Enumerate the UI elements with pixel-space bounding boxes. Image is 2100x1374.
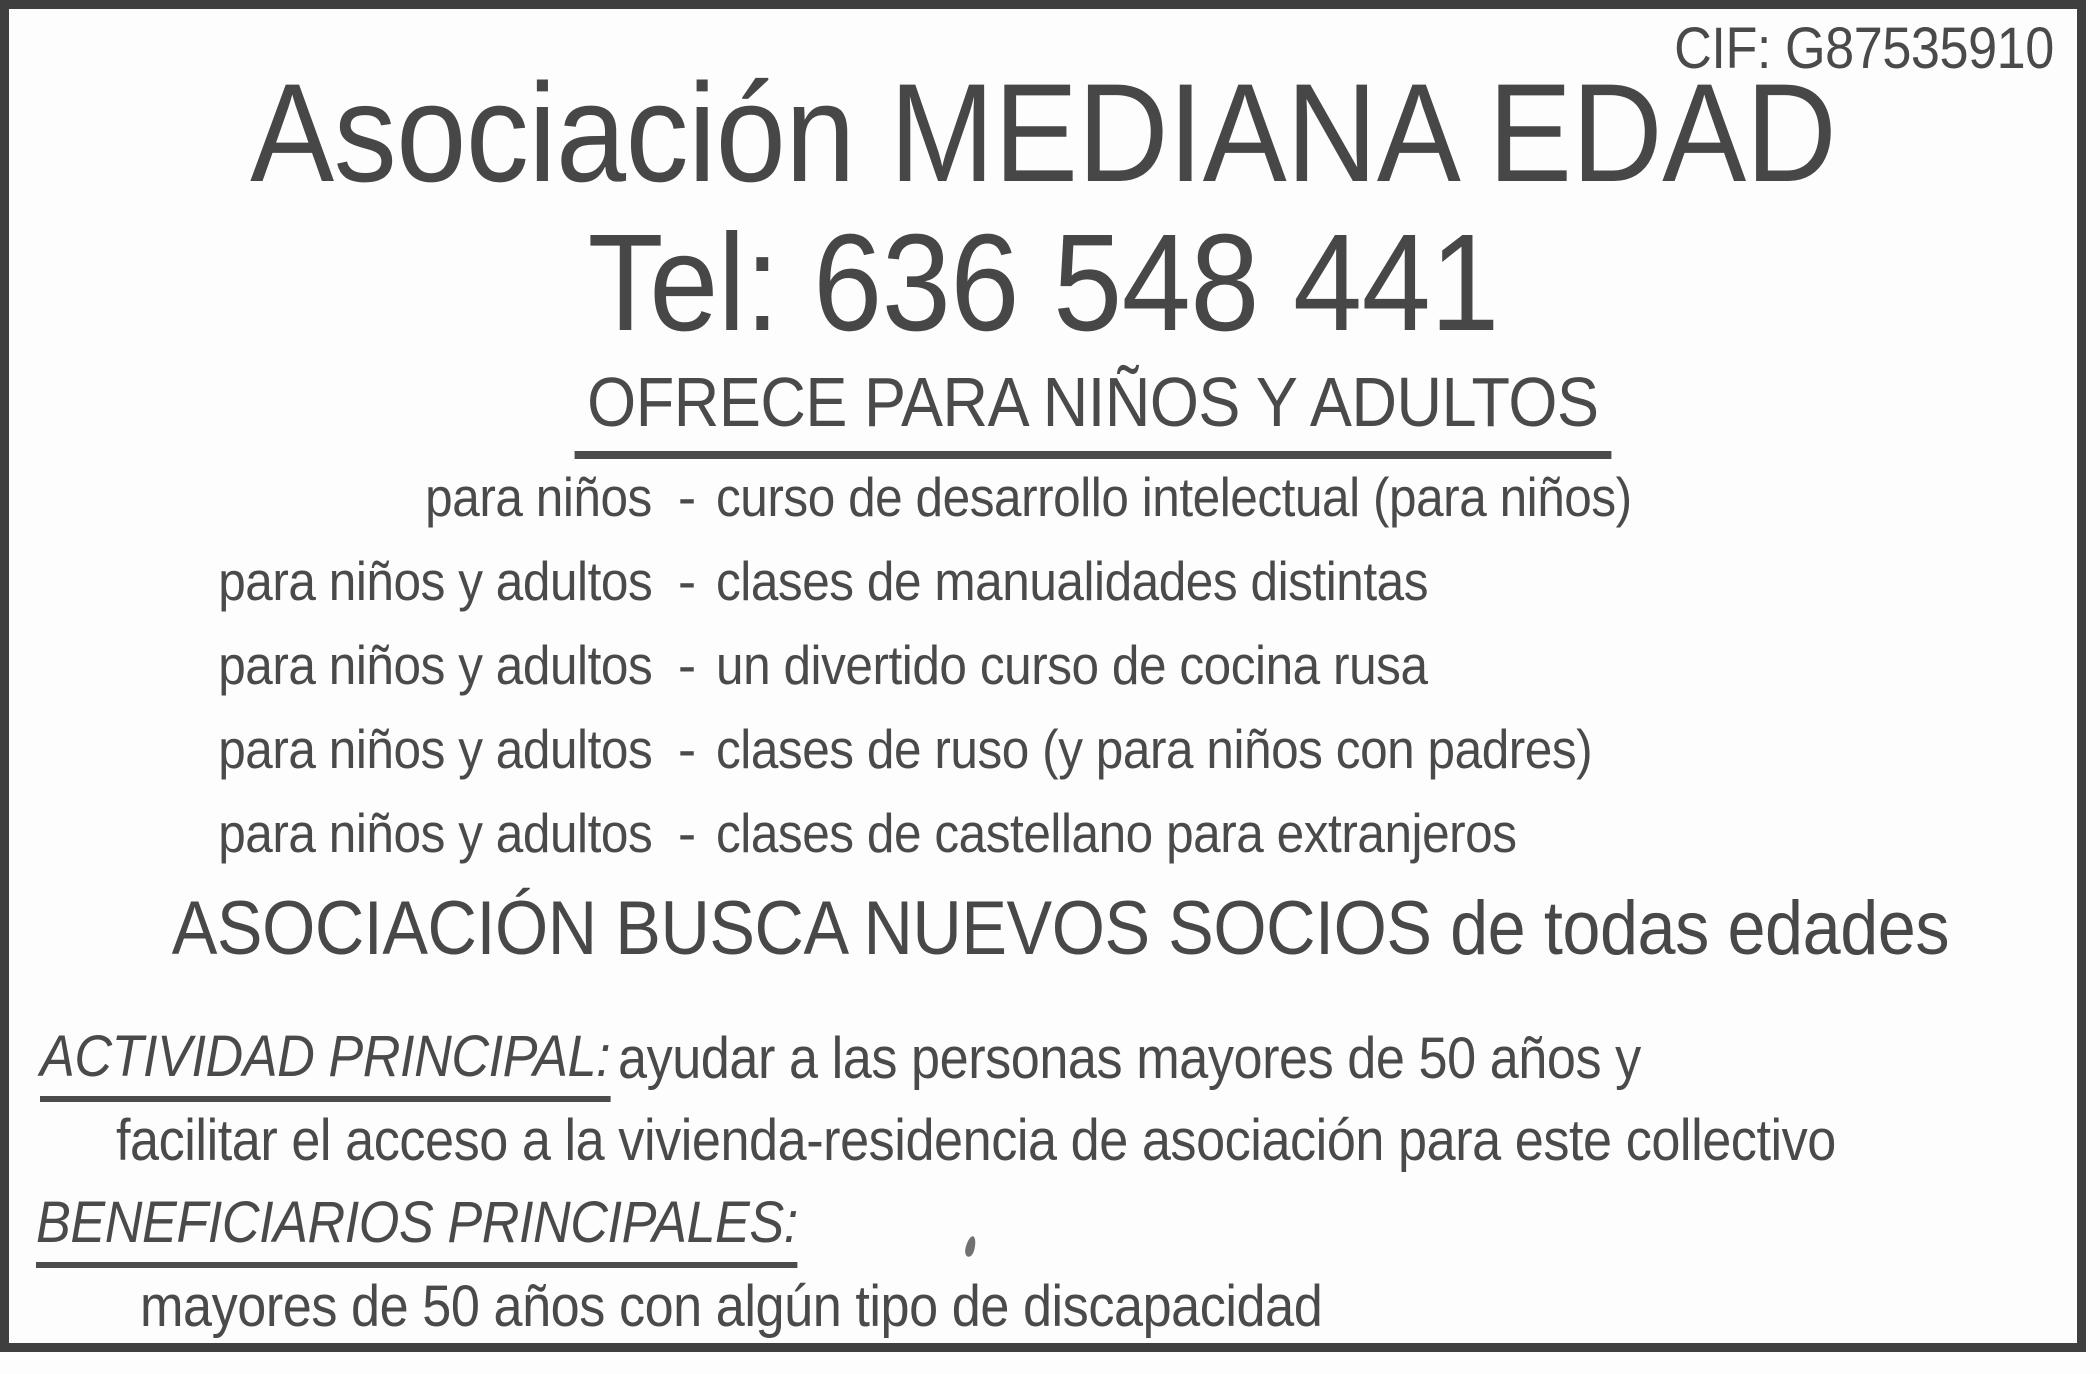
beneficiaries-text-line: mayores de 50 años con algún tipo de discapacidad [140,1274,1323,1339]
beneficiaries-label [36,1188,882,1268]
offers-heading [50,362,2100,459]
offer-separator: - [677,550,697,612]
offer-row [0,547,2100,619]
offer-description [716,799,1606,868]
offer-audience-text: para niños y adultos [217,718,652,780]
offers-heading-text: OFRECE PARA NIÑOS Y ADULTOS [575,362,1612,459]
offer-description-text: clases de castellano para extranjeros [716,802,1517,864]
offer-audience [0,715,652,784]
offer-audience [0,547,652,616]
beneficiaries-text [140,1272,1454,1342]
offer-description [716,715,1690,784]
main-activity-line2 [116,1106,2027,1176]
membership-call-line [0,884,2100,974]
offer-audience-text: para niños y adultos [217,550,652,612]
offer-description-text: clases de ruso (y para niños con padres) [716,718,1593,780]
membership-call-text: ASOCIACIÓN BUSCA NUEVOS SOCIOS de todas edades [171,886,1949,971]
offer-description-text: un divertido curso de cocina rusa [716,634,1428,696]
offer-audience [0,631,652,700]
offer-separator: - [677,718,697,780]
offer-audience [0,463,652,532]
offer-row [0,799,2100,871]
main-activity-line1 [618,1024,1754,1094]
main-activity-line2-text: facilitar el acceso a la vivienda-residencia de asociación para este collectivo [116,1108,1836,1173]
offer-audience [0,799,652,868]
offer-audience-text: para niños y adultos [217,634,652,696]
offer-separator: - [677,466,697,528]
main-activity-line1-text: ayudar a las personas mayores de 50 años y [618,1026,1641,1091]
offer-row [0,715,2100,787]
association-title-text: Asociación MEDIANA EDAD [249,54,1837,211]
phone-number [0,204,2086,363]
offer-description [716,631,1507,700]
main-activity-label [40,1022,674,1102]
main-activity-label-text: ACTIVIDAD PRINCIPAL: [40,1022,610,1102]
offer-separator: - [677,634,697,696]
cif-number-text: CIF: G87535910 [1674,16,2054,81]
offer-description-text: curso de desarrollo intelectual (para niños) [716,466,1632,528]
offer-separator: - [677,802,697,864]
offer-row [0,463,2100,535]
offer-audience-text: para niños [425,466,652,528]
offer-audience-text: para niños y adultos [217,802,652,864]
offer-description-text: clases de manualidades distintas [716,550,1429,612]
offer-description [716,547,1507,616]
phone-number-text: Tel: 636 548 441 [587,206,1499,360]
offer-row [0,631,2100,703]
association-title [0,52,2086,213]
beneficiaries-label-text: BENEFICIARIOS PRINCIPALES: [36,1188,798,1268]
offer-description [716,463,1733,532]
